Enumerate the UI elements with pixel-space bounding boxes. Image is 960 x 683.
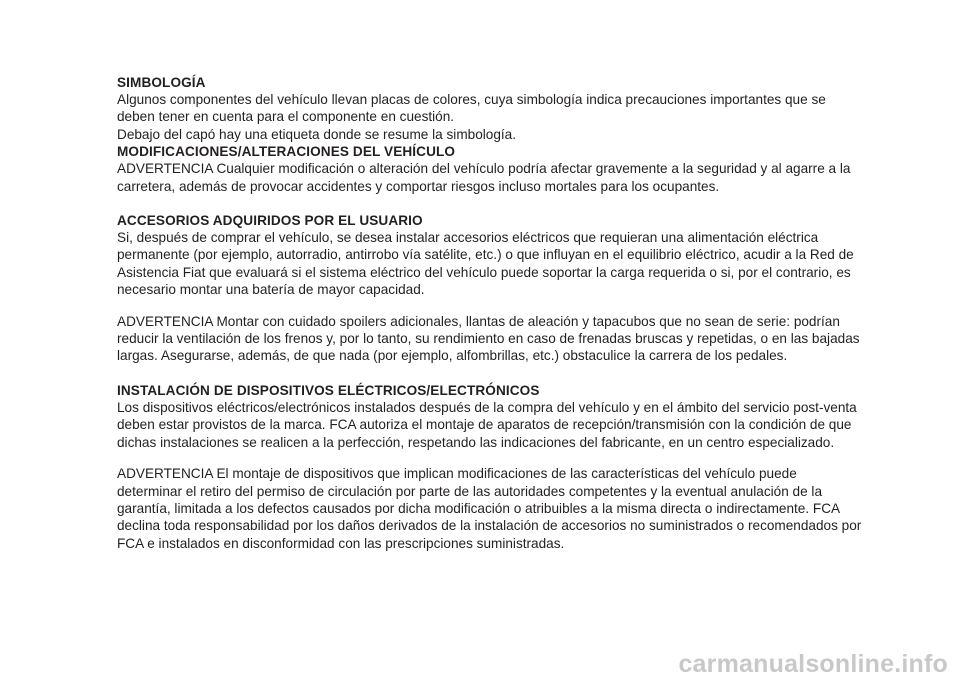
heading-modificaciones: MODIFICACIONES/ALTERACIONES DEL VEHÍCULO bbox=[117, 144, 456, 160]
manual-page bbox=[117, 74, 862, 552]
paragraph-simbologia-label: Debajo del capó hay una etiqueta donde se resume la simbología. bbox=[117, 126, 517, 142]
heading-instalacion: INSTALACIÓN DE DISPOSITIVOS ELÉCTRICOS/ELECTRÓNICOS bbox=[117, 382, 540, 398]
heading-simbologia: SIMBOLOGÍA bbox=[117, 75, 206, 90]
paragraph-instalacion-warning: ADVERTENCIA El montaje de dispositivos que implican modificaciones de las características del vehículo puede determinar el retiro del permiso de circulación por parte de las autoridades competentes y la eventual anulación de la garantía, limitada a los defectos causados por dicha modificación o atribuibles a la misma directa o indirectamente. FCA declina toda responsabilidad por los daños derivados de la instalación de accesorios no suministrados o recomendados por FCA e instalados en disconformidad con las prescripciones suministradas. bbox=[117, 466, 862, 551]
paragraph-modificaciones-warning: ADVERTENCIA Cualquier modificación o alteración del vehículo podría afectar gravemente a la seguridad y al agarre a la carretera, además de provocar accidentes y comportar riesgos incluso mortales para los ocupantes. bbox=[117, 161, 851, 194]
paragraph-accesorios-intro: Si, después de comprar el vehículo, se desea instalar accesorios eléctricos que requieran una alimentación eléctrica permanente (por ejemplo, autorradio, antirrobo vía satélite, etc.) o que influyan en el equilibrio eléctrico, acudir a la Red de Asistencia Fiat que evaluará si el sistema eléctrico del vehículo puede soportar la carga requerida o si, por el contrario, es necesario montar una batería de mayor capacidad. bbox=[117, 230, 854, 298]
paragraph-accesorios-warning: ADVERTENCIA Montar con cuidado spoilers adicionales, llantas de aleación y tapacubos que no sean de serie: podrían reducir la ventilación de los frenos y, por lo tanto, su rendimiento en caso de frenadas bruscas y repetidas, o en las bajadas largas. Asegurarse, además, de que nada (por ejemplo, alfombrillas, etc.) obstaculice la carrera de los pedales. bbox=[117, 313, 860, 364]
paragraph-simbologia-intro: Algunos componentes del vehículo llevan placas de colores, cuya simbología indica precauciones importantes que se deben tener en cuenta para el componente en cuestión. bbox=[117, 92, 826, 125]
paragraph-instalacion-intro: Los dispositivos eléctricos/electrónicos instalados después de la compra del vehículo y en el ámbito del servicio post-venta deben estar provistos de la marca. FCA autoriza el montaje de aparatos de recepción/transmisión con la condición de que dichas instalaciones se realicen a la perfección, respetando las indicaciones del fabricante, en un centro especializado. bbox=[117, 399, 857, 450]
watermark-text: carmanualsonline.info bbox=[678, 650, 948, 678]
heading-accesorios: ACCESORIOS ADQUIRIDOS POR EL USUARIO bbox=[117, 213, 423, 229]
